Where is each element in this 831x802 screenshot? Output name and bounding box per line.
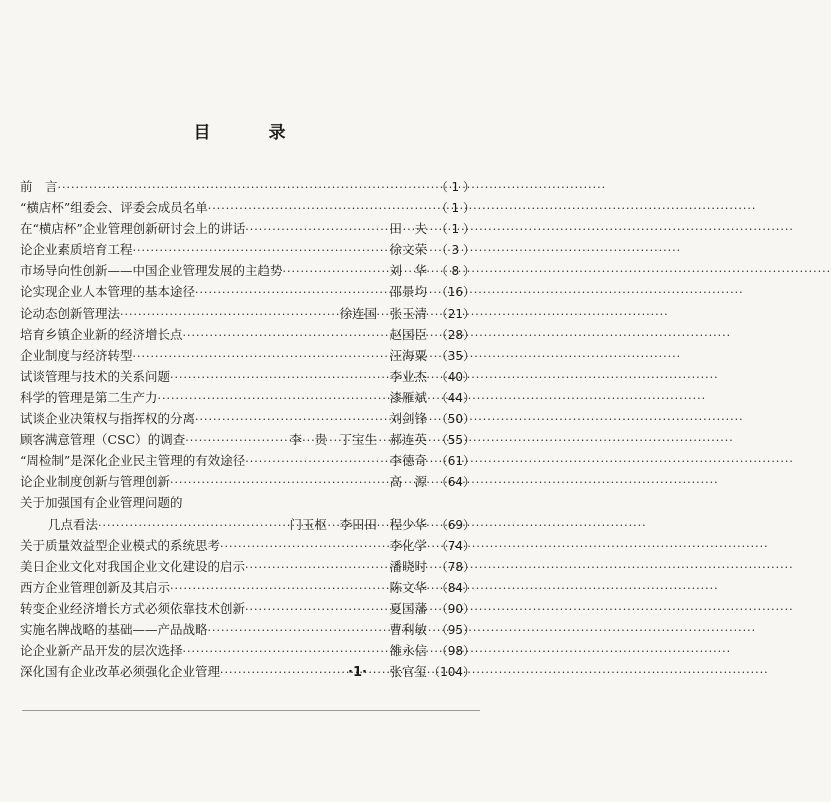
toc-entry-title: “横店杯”组委会、评委会成员名单 <box>20 200 208 216</box>
toc-entry-title: 转变企业经济增长方式必须依靠技术创新 <box>20 600 246 616</box>
toc-entry <box>20 197 475 218</box>
toc-dot-leader <box>170 367 385 388</box>
toc-entry-author: 李化学 <box>389 537 427 553</box>
toc-entry-title: 试谈管理与技术的关系问题 <box>20 368 171 384</box>
toc-entry <box>20 324 475 345</box>
toc-entry <box>20 218 475 239</box>
toc-entry-author: 雒永信 <box>389 643 427 659</box>
toc-entry-author: 漆雁斌 <box>389 389 427 405</box>
toc-entry <box>20 387 475 408</box>
toc-entry <box>20 176 475 197</box>
toc-dot-leader <box>195 282 385 303</box>
toc-dot-leader <box>133 346 386 367</box>
toc-entry-author: 徐文荣 <box>389 242 427 258</box>
toc-entry <box>20 450 475 471</box>
toc-entry-author: 潘晓时 <box>389 558 427 574</box>
toc-entry-page: （ 8 ） <box>435 264 475 279</box>
toc-dot-leader <box>58 177 423 198</box>
toc-entry-title: 关于加强国有企业管理问题的 <box>20 495 183 511</box>
toc-entry-author: 李业杰 <box>389 368 427 384</box>
toc-entry-page: （84） <box>435 580 475 595</box>
toc-entry-page: （50） <box>435 412 475 427</box>
toc-entry-page: （ 1 ） <box>435 222 475 237</box>
toc-entry-page: （61） <box>435 454 475 469</box>
toc-entry-author: 汪海粟 <box>389 347 427 363</box>
toc-entry-title: 西方企业管理创新及其启示 <box>20 579 171 595</box>
toc-dot-leader <box>245 219 385 240</box>
toc-entry-page: （21） <box>435 306 475 321</box>
toc-entry-page: （55） <box>435 433 475 448</box>
toc-entry <box>20 535 475 556</box>
toc-entry-page: （69） <box>435 517 475 532</box>
toc-entry <box>20 619 475 640</box>
toc-entry-author: 邵景均 <box>389 284 427 300</box>
toc-entry <box>20 492 475 513</box>
toc-entry-page: （40） <box>435 369 475 384</box>
toc-entry-page: （98） <box>435 644 475 659</box>
toc-dot-leader <box>245 557 385 578</box>
toc-entry-author: 刘剑锋 <box>389 411 427 427</box>
toc-dot-leader <box>245 451 385 472</box>
toc-dot-leader <box>183 325 386 346</box>
bottom-rule <box>22 710 480 711</box>
toc-entry-page: （78） <box>435 559 475 574</box>
toc-entry <box>20 239 475 260</box>
toc-dot-leader <box>158 388 386 409</box>
toc-dot-leader <box>183 641 386 662</box>
toc-entry-title: 试谈企业决策权与指挥权的分离 <box>20 411 196 427</box>
toc-dot-leader <box>170 578 385 599</box>
toc-entry-page: （64） <box>435 475 475 490</box>
toc-entry <box>20 661 475 682</box>
toc-entry <box>20 260 475 281</box>
toc-entry <box>20 640 475 661</box>
page-number: ·1· <box>348 665 367 680</box>
toc-entry <box>20 514 475 535</box>
toc-entry <box>20 408 475 429</box>
toc-dot-leader <box>133 240 386 261</box>
toc-entry-title: 关于质量效益型企业模式的系统思考 <box>20 537 221 553</box>
toc-entry-page: （ 3 ） <box>435 243 475 258</box>
toc-dot-leader <box>208 620 386 641</box>
toc-dot-leader <box>245 599 385 620</box>
toc-entry-title: 论动态创新管理法 <box>20 305 121 321</box>
toc-entry-title: 论企业素质培育工程 <box>20 242 133 258</box>
toc-entry-author: 李 贵 丁宝生 郝连英 <box>289 432 427 448</box>
toc-entry-author: 刘 华 <box>389 263 427 279</box>
toc-entry-title: 科学的管理是第二生产力 <box>20 389 158 405</box>
toc-entry-page: （90） <box>435 601 475 616</box>
toc-entry-title: 市场导向性创新——中国企业管理发展的主趋势 <box>20 263 283 279</box>
toc-entry <box>20 366 475 387</box>
toc-dot-leader <box>283 261 386 282</box>
toc-dot-leader <box>98 515 285 536</box>
toc-entry-page: （28） <box>435 327 475 342</box>
toc-entry-author: 田 夫 <box>389 221 427 237</box>
toc-entry-title: 深化国有企业改革必须强化企业管理 <box>20 664 221 680</box>
toc-dot-leader <box>220 536 385 557</box>
toc-dot-leader <box>185 430 285 451</box>
toc-entry-page: （95） <box>435 622 475 637</box>
toc-entry <box>20 345 475 366</box>
toc-entry-author: 徐连国 张玉清 <box>339 305 427 321</box>
toc-entry-title: 在“横店杯”企业管理创新研讨会上的讲话 <box>20 221 246 237</box>
toc-entry-page: （35） <box>435 348 475 363</box>
toc-dot-leader <box>208 198 423 219</box>
table-of-contents <box>20 176 475 682</box>
toc-entry-page: （ 1 ） <box>435 201 475 216</box>
toc-entry-page: （104） <box>428 665 475 680</box>
toc-entry-title: 顾客满意管理（CSC）的调查 <box>20 432 186 448</box>
toc-entry-title: “周检制”是深化企业民主管理的有效途径 <box>20 453 246 469</box>
toc-entry <box>20 303 475 324</box>
toc-dot-leader <box>170 472 385 493</box>
toc-entry <box>20 281 475 302</box>
toc-entry-title: 论企业制度创新与管理创新 <box>20 474 171 490</box>
toc-entry-author: 曹利敏 <box>389 621 427 637</box>
toc-entry-page: （ 1 ） <box>435 180 475 194</box>
toc-entry <box>20 556 475 577</box>
toc-entry-title: 前 言 <box>20 179 58 194</box>
toc-entry-author: 张官玺 <box>389 664 427 680</box>
toc-entry-page: （44） <box>435 390 475 405</box>
toc-entry-author: 高 源 <box>389 474 427 490</box>
toc-entry <box>20 429 475 450</box>
toc-entry-author: 李德奇 <box>389 453 427 469</box>
toc-entry-author: 门玉枢 李田田 程少华 <box>289 516 427 532</box>
toc-entry-author: 夏国藩 <box>389 600 427 616</box>
toc-entry-page: （16） <box>435 285 475 300</box>
toc-entry-title: 几点看法 <box>48 516 99 532</box>
toc-entry-page: （74） <box>435 538 475 553</box>
toc-entry <box>20 471 475 492</box>
toc-entry-title: 实施名牌战略的基础——产品战略 <box>20 621 208 637</box>
toc-entry-author: 陈文华 <box>389 579 427 595</box>
toc-entry <box>20 598 475 619</box>
toc-entry-title: 论企业新产品开发的层次选择 <box>20 643 183 659</box>
toc-dot-leader <box>120 304 335 325</box>
toc-entry-author: 赵国臣 <box>389 326 427 342</box>
toc-entry-title: 美日企业文化对我国企业文化建设的启示 <box>20 558 246 574</box>
toc-entry <box>20 577 475 598</box>
page-title: 目 录 <box>193 123 312 143</box>
toc-dot-leader <box>195 409 385 430</box>
toc-entry-title: 培育乡镇企业新的经济增长点 <box>20 326 183 342</box>
toc-entry-title: 企业制度与经济转型 <box>20 347 133 363</box>
toc-entry-title: 论实现企业人本管理的基本途径 <box>20 284 196 300</box>
